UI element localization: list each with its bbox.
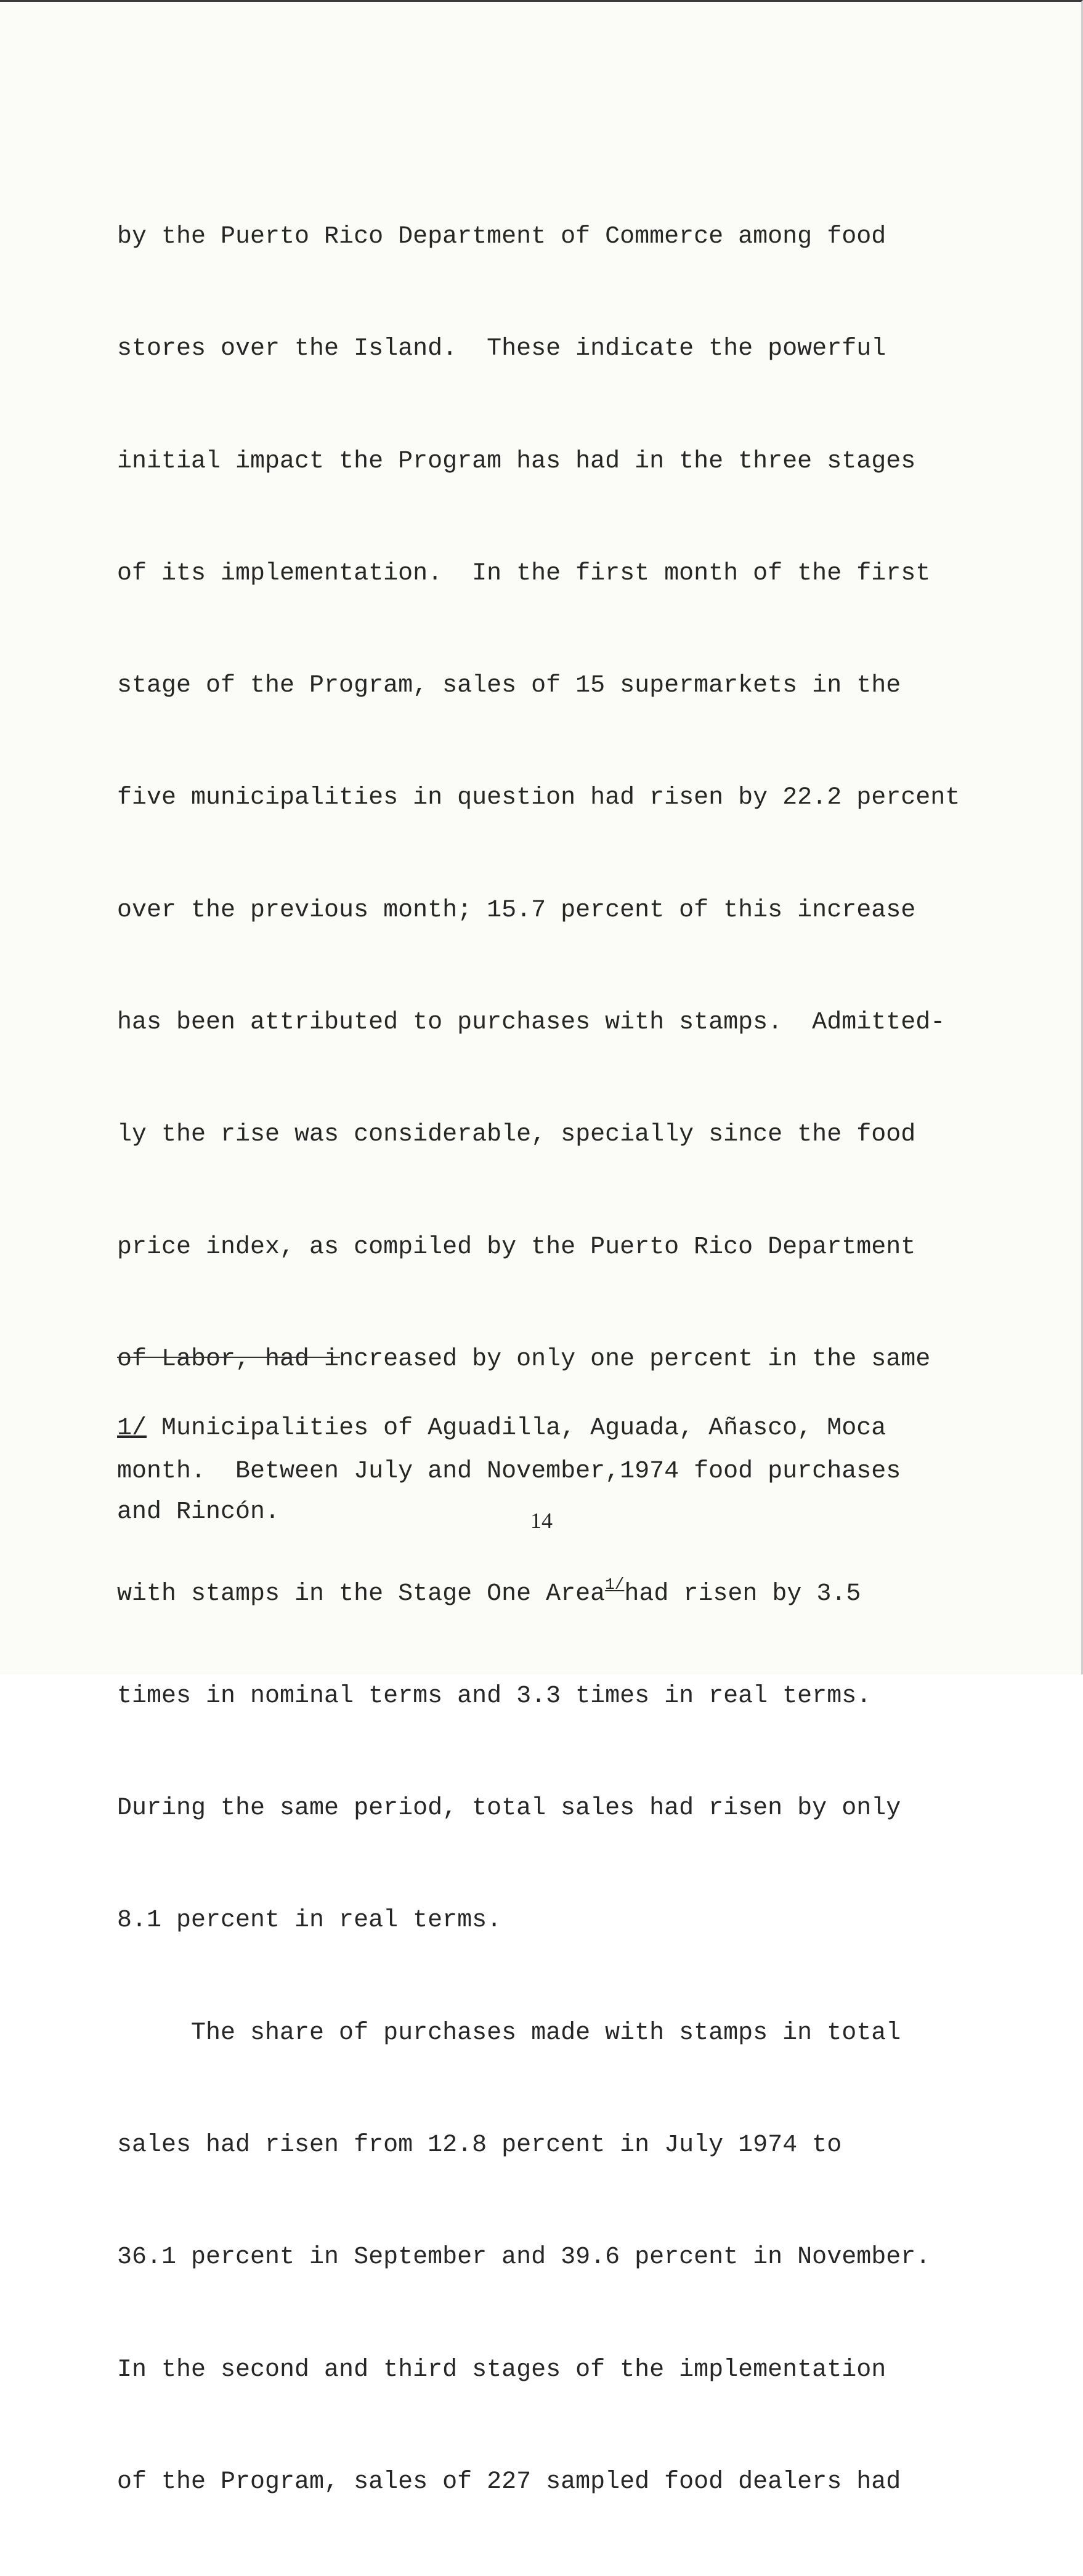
text-line: The share of purchases made with stamps in total	[117, 2019, 901, 2047]
text-line: has been attributed to purchases with stamps. Admitted-	[117, 1009, 946, 1037]
text-line: over the previous month; 15.7 percent of this increase	[117, 896, 916, 924]
text-line: sales had risen from 12.8 percent in July 1974 to	[117, 2131, 842, 2160]
text-line: five municipalities in question had risen by 22.2 percent	[117, 784, 960, 812]
text-line: price index, as compiled by the Puerto Rico Department	[117, 1233, 916, 1261]
text-line: month. Between July and November,1974 food purchases	[117, 1458, 901, 1486]
text-line: of its implementation. In the first month of the first	[117, 559, 931, 587]
text-line: of Labor, had increased by only one percent in the same	[117, 1345, 931, 1373]
text-line: 8.1 percent in real terms.	[117, 1907, 502, 1935]
footnote-line	[117, 1415, 980, 1443]
text-line-start: with stamps in the Stage One Area	[117, 1580, 606, 1608]
text-line: by the Puerto Rico Department of Commerce among food	[117, 223, 886, 251]
text-line: In the second and third stages of the implementation	[117, 2356, 886, 2384]
footnote-text: Municipalities of Aguadilla, Aguada, Añasco, Moca	[147, 1415, 886, 1442]
text-line: During the same period, total sales had risen by only	[117, 1795, 901, 1823]
text-line: stage of the Program, sales of 15 supermarkets in the	[117, 672, 901, 700]
footnote-line: and Rincón.	[117, 1498, 280, 1526]
text-line: ly the rise was considerable, specially since the food	[117, 1121, 916, 1149]
footnote-marker: 1/	[117, 1415, 147, 1442]
footnote-reference: 1/	[605, 1575, 625, 1594]
text-line: stores over the Island. These indicate the powerful	[117, 335, 886, 363]
text-line: of the Program, sales of 227 sampled food dealers had	[117, 2468, 901, 2496]
footnote	[117, 1359, 980, 1582]
text-line: times in nominal terms and 3.3 times in real terms.	[117, 1682, 872, 1710]
footnote-divider	[117, 1357, 340, 1358]
page-number: 14	[530, 1508, 553, 1533]
text-line: initial impact the Program has had in the three stages	[117, 447, 916, 475]
text-line: 36.1 percent in September and 39.6 percent in November.	[117, 2243, 931, 2272]
text-line-end: had risen by 3.5	[624, 1580, 861, 1608]
